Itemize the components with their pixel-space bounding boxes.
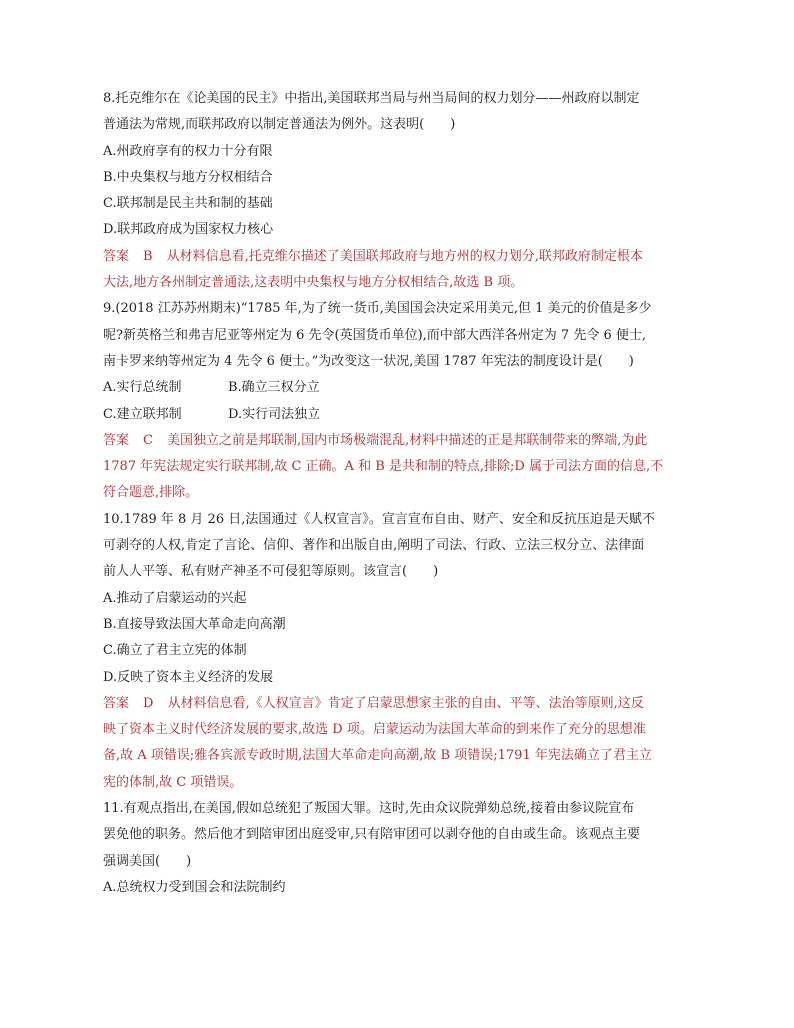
question-9-stem-line-1: 9.(2018 江苏苏州期末)“1785 年,为了统一货币,美国国会决定采用美元,但 1 美元的价值是多少 — [103, 301, 652, 317]
answer-letter: B — [143, 248, 153, 264]
question-8-answer-line-2: 大法,地方各州制定普通法,这表明中央集权与地方分权相结合,故选 B 项。 — [103, 275, 524, 291]
question-9-option-d: D.实行司法独立 — [228, 406, 321, 422]
question-9-options-row-1 — [103, 375, 693, 401]
question-9-stem-line-3: 南卡罗来纳等州定为 4 先令 6 便士。”为改变这一状况,美国 1787 年宪法的制度设计是( ) — [103, 353, 634, 369]
question-8 — [103, 86, 693, 296]
question-9-stem-line-2: 呢?新英格兰和弗吉尼亚等州定为 6 先令(英国货币单位),而中部大西洋各州定为 7 先令 6 便士, — [103, 327, 646, 343]
answer-explanation: 美国独立之前是邦联制,国内市场极端混乱,材料中描述的正是邦联制带来的弊端,为此 — [166, 432, 648, 448]
question-10-option-d: D.反映了资本主义经济的发展 — [103, 669, 274, 685]
question-10-answer-line-2: 映了资本主义时代经济发展的要求,故选 D 项。启蒙运动为法国大革命的到来作了充分的思想准 — [103, 722, 646, 738]
question-8-stem-line-1: 8.托克维尔在《论美国的民主》中指出,美国联邦当局与州当局间的权力划分——州政府以制定 — [103, 91, 640, 106]
question-9-option-b: B.确立三权分立 — [228, 380, 320, 396]
question-10-answer-line-4: 宪的体制,故 C 项错误。 — [103, 774, 243, 790]
answer-label: 答案 — [103, 695, 130, 711]
question-11-stem-line-3: 强调美国( ) — [103, 853, 192, 869]
question-10-option-a: A.推动了启蒙运动的兴起 — [103, 590, 247, 606]
question-9-option-c: C.建立联邦制 — [103, 406, 182, 422]
document-page — [103, 86, 693, 901]
question-11-option-a: A.总统权力受到国会和法院制约 — [103, 879, 286, 895]
question-11 — [103, 796, 693, 901]
question-8-option-a: A.州政府享有的权力十分有限 — [103, 143, 273, 159]
question-10-stem-line-3: 前人人平等、私有财产神圣不可侵犯等原则。该宣言( ) — [103, 564, 439, 580]
question-8-option-d: D.联邦政府成为国家权力核心 — [103, 222, 274, 238]
question-8-stem-line-2: 普通法为常规,而联邦政府以制定普通法为例外。这表明( ) — [103, 117, 456, 133]
question-9-options-row-2 — [103, 402, 693, 428]
answer-label: 答案 — [103, 248, 130, 264]
question-8-option-b: B.中央集权与地方分权相结合 — [103, 169, 273, 185]
question-10-answer-line-1 — [103, 691, 693, 717]
question-8-answer-line-1 — [103, 244, 693, 270]
question-8-option-c: C.联邦制是民主共和制的基础 — [103, 196, 273, 212]
question-10-answer-line-3: 备,故 A 项错误;雅各宾派专政时期,法国大革命走向高潮,故 B 项错误;1791 年宪法确立了君主立 — [103, 748, 652, 764]
answer-explanation: 从材料信息看,《人权宣言》肯定了启蒙思想家主张的自由、平等、法治等原则,这反 — [167, 695, 644, 711]
question-9-answer-line-2: 1787 年宪法规定实行联邦制,故 C 正确。A 和 B 是共和制的特点,排除;D 属于司法方面的信息,不 — [103, 459, 664, 475]
question-10-option-c: C.确立了君主立宪的体制 — [103, 643, 247, 659]
question-10 — [103, 507, 693, 796]
question-11-stem-line-2: 罢免他的职务。然后他才到陪审团出庭受审,只有陪审团可以剥夺他的自由或生命。该观点主要 — [103, 827, 641, 843]
question-9 — [103, 296, 693, 506]
answer-letter: C — [143, 432, 153, 448]
answer-letter: D — [143, 695, 154, 711]
question-9-answer-line-3: 符合题意,排除。 — [103, 485, 199, 501]
question-9-answer-line-1 — [103, 428, 693, 454]
answer-explanation: 从材料信息看,托克维尔描述了美国联邦政府与地方州的权力划分,联邦政府制定根本 — [166, 248, 643, 264]
question-10-option-b: B.直接导致法国大革命走向高潮 — [103, 616, 286, 632]
question-11-stem-line-1: 11.有观点指出,在美国,假如总统犯了叛国大罪。这时,先由众议院弹劾总统,接着由参议院宣布 — [103, 801, 635, 817]
answer-label: 答案 — [103, 432, 130, 448]
question-9-option-a: A.实行总统制 — [103, 380, 182, 396]
question-10-stem-line-2: 可剥夺的人权,肯定了言论、信仰、著作和出版自由,阐明了司法、行政、立法三权分立、法律面 — [103, 538, 645, 554]
question-10-stem-line-1: 10.1789 年 8 月 26 日,法国通过《人权宣言》。宣言宣布自由、财产、安全和反抗压迫是天赋不 — [103, 511, 655, 527]
